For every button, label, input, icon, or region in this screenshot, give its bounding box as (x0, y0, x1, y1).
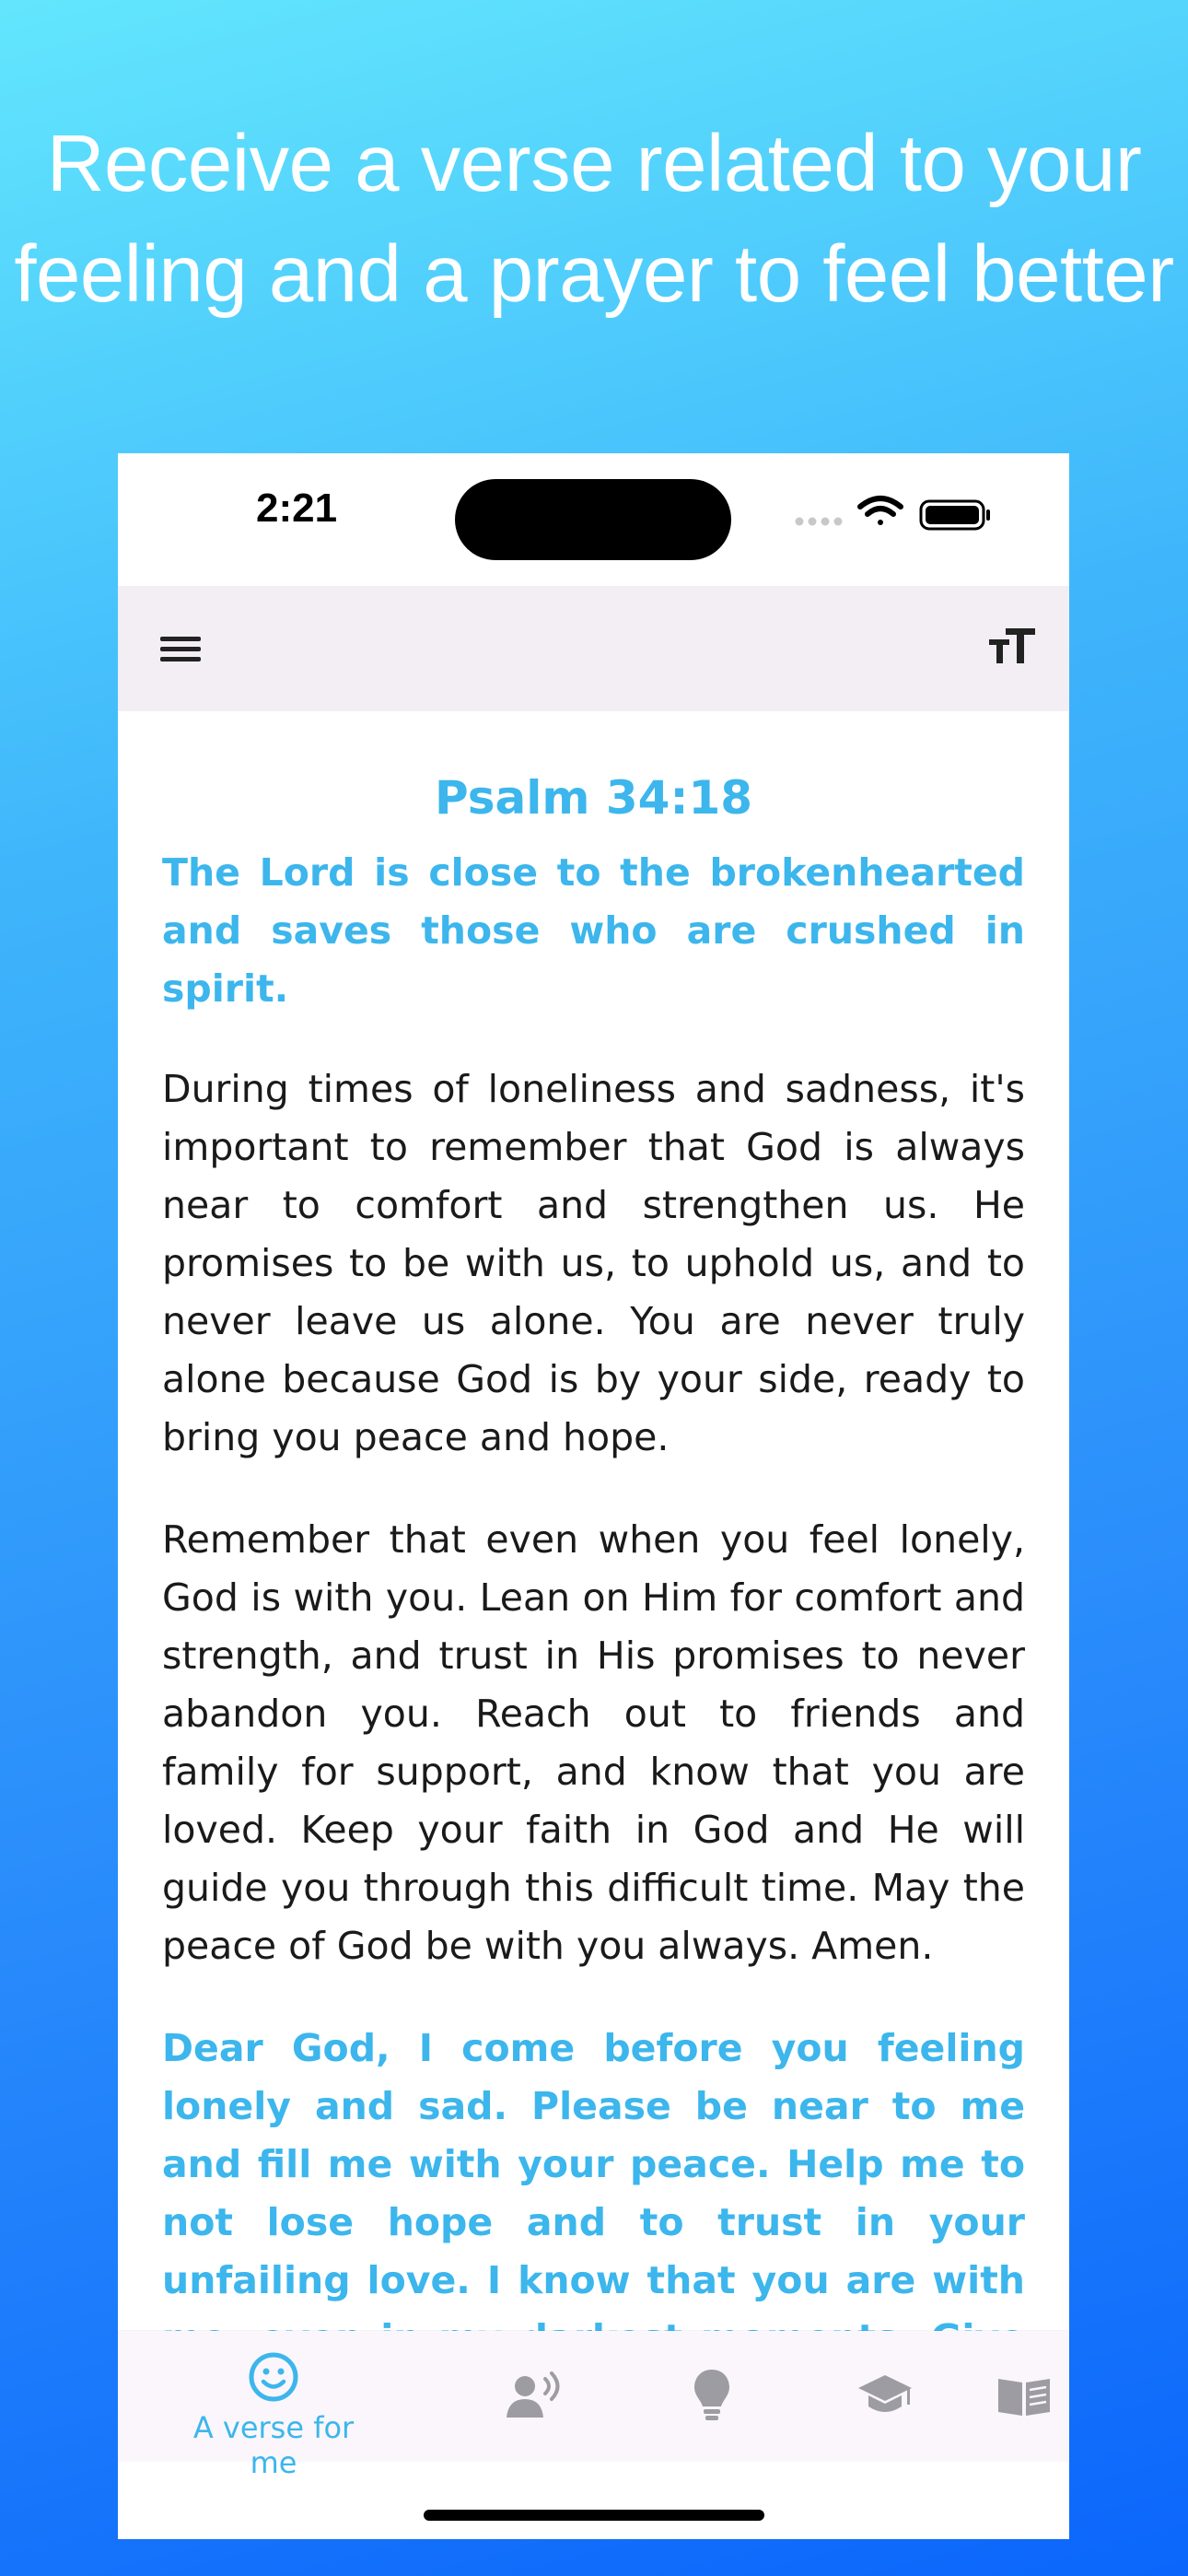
status-time: 2:21 (256, 486, 338, 531)
text-size-icon[interactable] (987, 625, 1037, 669)
cellular-signal-icon (796, 518, 843, 526)
tab-inspiration[interactable] (661, 2331, 763, 2462)
graduation-cap-icon (856, 2373, 914, 2416)
tab-label: A verse for me (192, 2410, 355, 2480)
home-indicator[interactable] (424, 2510, 764, 2521)
open-book-icon (996, 2375, 1052, 2418)
wifi-icon (860, 498, 901, 525)
hamburger-menu-icon[interactable] (155, 627, 206, 670)
tab-bible[interactable] (1002, 2331, 1069, 2462)
battery-icon (921, 501, 990, 529)
status-icons (790, 490, 1030, 536)
lightbulb-icon (693, 2368, 731, 2423)
prayer-text: Dear God, I come before you feeling lonely and sad. Please be near to me and fill me with your peace. Help me to not lose hope and to trust in your unfailing love. I know that you are with (162, 2026, 1025, 2302)
tab-learn[interactable] (834, 2331, 936, 2462)
verse-text: The Lord is close to the brokenhearted and saves those who are crushed in spirit. (162, 850, 1025, 1011)
tab-verse-for-me[interactable] (171, 2331, 376, 2480)
reflection-paragraph: During times of loneliness and sadness, it's important to remember that God is always near to comfort and strengthen us. He promises to be with us, to uphold us, and to never leave us alone. You are never truly alone because God is by your side, ready to bring you peace and hope. (162, 1067, 1025, 1459)
verse-reference: Psalm 34:18 (434, 771, 753, 825)
verse-content (162, 768, 1025, 2426)
tab-talk[interactable] (486, 2331, 588, 2462)
tab-bar (118, 2331, 1069, 2480)
reflection-paragraph: Remember that even when you feel lonely, God is with you. Lean on Him for comfort and strength, and trust in His promises to never abandon you. Reach out to friends and family for support, and know that you are loved. Keep your faith in God and He will guide you through this difficult time. May the peace of God be with you always. Amen. (162, 1517, 1025, 1968)
phone-screen (118, 453, 1069, 2539)
dynamic-island (455, 479, 731, 560)
speaking-person-icon (505, 2371, 564, 2419)
promo-headline: Receive a verse related to your feeling and a prayer to feel better (14, 119, 1174, 319)
app-bar (118, 586, 1069, 711)
smiley-face-icon (248, 2351, 299, 2403)
